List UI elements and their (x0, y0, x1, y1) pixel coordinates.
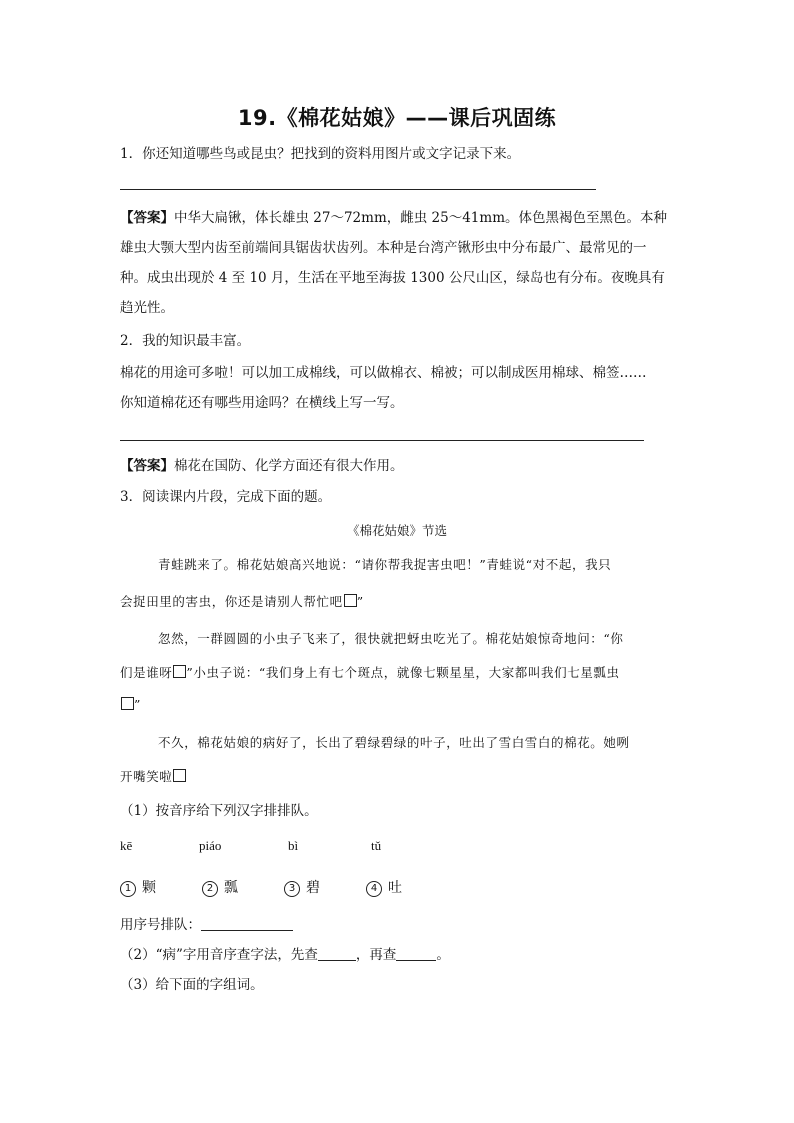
q3-prompt: 3．阅读课内片段，完成下面的题。 (120, 489, 332, 505)
first-lookup-blank[interactable] (318, 948, 356, 961)
passage-title: 《棉花姑娘》节选 (346, 523, 447, 538)
passage-line-7 (120, 768, 186, 786)
option-char: 颗 (142, 880, 156, 896)
missing-punctuation-box (173, 769, 186, 782)
order-answer-blank[interactable] (201, 918, 293, 931)
passage-text: ” (356, 594, 364, 609)
q2-line-2: 你知道棉花还有哪些用途吗？在横线上写一写。 (120, 395, 404, 411)
missing-punctuation-box (121, 697, 134, 710)
order-answer-row (120, 916, 293, 934)
pinyin-3: bì (288, 838, 299, 853)
passage-text: 们是谁呀 (120, 665, 173, 680)
passage-line-3: 忽然，一群圆圆的小虫子飞来了，很快就把蚜虫吃光了。棉花姑娘惊奇地问：“你 (158, 631, 624, 646)
missing-punctuation-box (173, 665, 186, 678)
q1-answer-line-3: 种。成虫出现於 4 至 10 月，生活在平地至海拔 1300 公尺山区，绿岛也有分布。夜晚具有 (120, 270, 665, 286)
passage-text: 开嘴笑啦 (120, 769, 173, 784)
page-title: 19.《棉花姑娘》——课后巩固练 (237, 106, 557, 130)
sub2-text-3: 。 (436, 947, 450, 963)
second-lookup-blank[interactable] (396, 948, 436, 961)
sub2-text-1: （2）“病”字用音序查字法，先查 (120, 947, 318, 963)
q1-answer-line-2: 雄虫大颚大型内齿至前端间具锯齿状齿列。本种是台湾产锹形虫中分布最广、最常见的一 (120, 240, 647, 256)
option-2 (202, 877, 238, 897)
sub2-text-2: ，再查 (355, 947, 397, 963)
q3-sub2 (120, 946, 450, 964)
q1-answer-line-4: 趋光性。 (120, 300, 174, 316)
q2-answer-text: 棉花在国防、化学方面还有很大作用。 (174, 458, 404, 474)
option-char: 吐 (388, 880, 402, 896)
passage-text: ” (134, 697, 141, 712)
answer-tag: 【答案】 (120, 210, 174, 226)
option-1 (120, 877, 156, 897)
q2-answer-line (120, 440, 644, 441)
q1-answer-line-1 (120, 209, 667, 227)
passage-text: ”小虫子说：“我们身上有七个斑点，就像七颗星星，大家都叫我们七星瓢虫 (186, 665, 620, 680)
passage-text: 会捉田里的害虫，你还是请别人帮忙吧 (120, 594, 343, 609)
passage-line-6: 不久，棉花姑娘的病好了，长出了碧绿碧绿的叶子，吐出了雪白雪白的棉花。她咧 (158, 735, 630, 750)
order-label: 用序号排队： (120, 917, 201, 933)
circled-number: 2 (202, 881, 218, 897)
q2-line-1: 棉花的用途可多啦！可以加工成棉线，可以做棉衣、棉被；可以制成医用棉球、棉签…… (120, 365, 647, 381)
circled-number: 1 (120, 881, 136, 897)
option-4 (366, 877, 402, 897)
pinyin-2: piáo (199, 838, 222, 853)
option-char: 碧 (306, 880, 320, 896)
passage-line-4 (120, 664, 620, 682)
q1-answer-text-1: 中华大扁锹，体长雄虫 27～72mm，雌虫 25～41mm。体色黑褐色至黑色。本种 (174, 210, 667, 226)
option-3 (284, 877, 320, 897)
answer-tag: 【答案】 (120, 458, 174, 474)
q3-sub1-prompt: （1）按音序给下列汉字排排队。 (120, 803, 318, 819)
q1-prompt: 1．你还知道哪些鸟或昆虫？把找到的资料用图片或文字记录下来。 (120, 146, 521, 162)
circled-number: 4 (366, 881, 382, 897)
option-char: 瓢 (224, 880, 238, 896)
passage-line-1: 青蛙跳来了。棉花姑娘高兴地说：“请你帮我捉害虫吧！”青蛙说“对不起，我只 (158, 557, 612, 572)
pinyin-1: kē (120, 838, 133, 853)
pinyin-4: tǔ (371, 838, 382, 853)
q2-prompt: 2．我的知识最丰富。 (120, 333, 251, 349)
missing-punctuation-box (344, 594, 357, 607)
circled-number: 3 (284, 881, 300, 897)
q1-answer-line (120, 189, 596, 190)
q2-answer (120, 457, 404, 475)
passage-line-2 (120, 593, 364, 611)
passage-line-5 (120, 696, 141, 714)
q3-sub3-prompt: （3）给下面的字组词。 (120, 977, 264, 993)
